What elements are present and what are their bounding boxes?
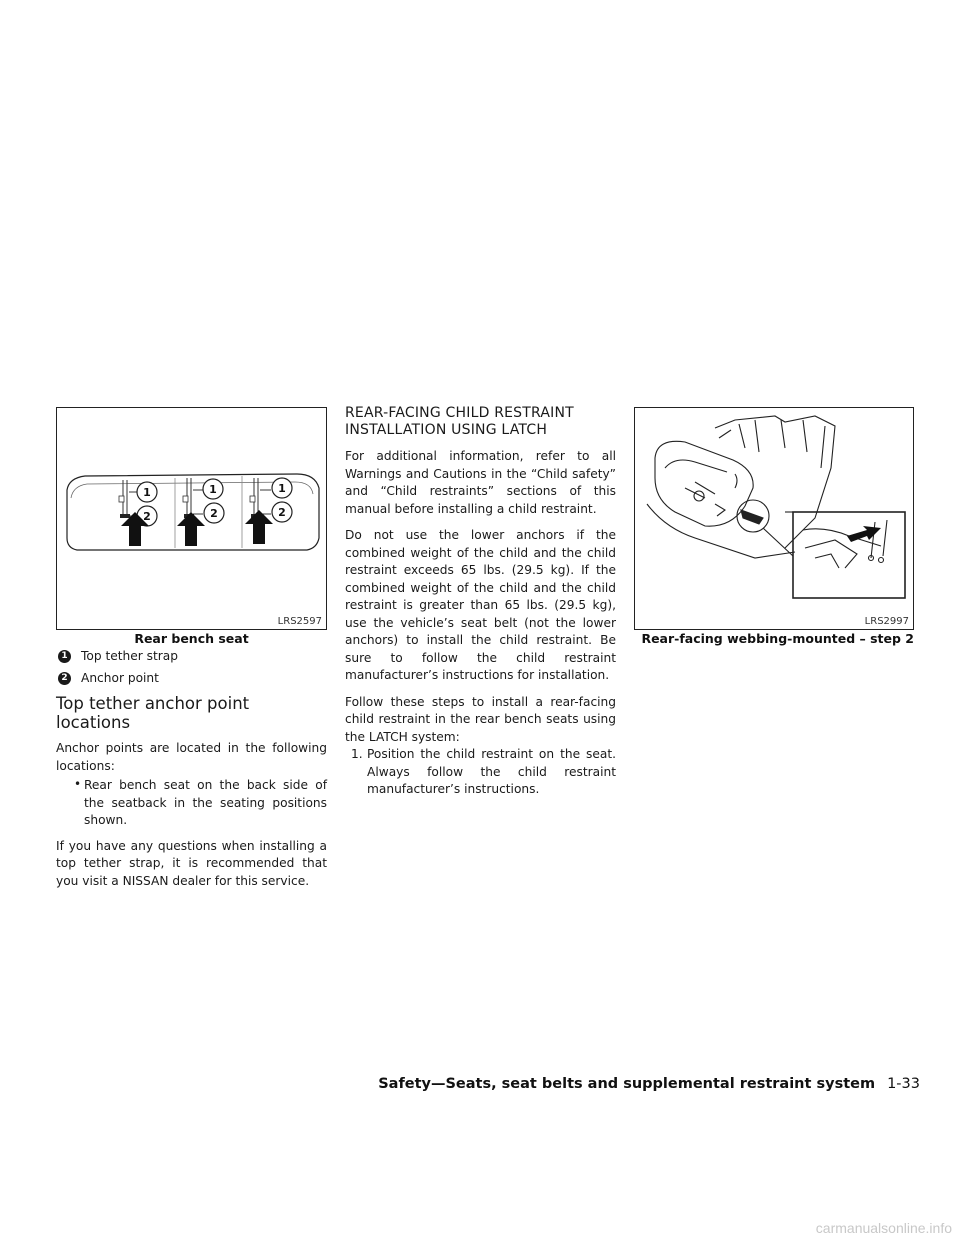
step-number: 1. bbox=[351, 747, 363, 761]
child-restraint-illustration bbox=[635, 408, 915, 631]
svg-text:2: 2 bbox=[278, 506, 286, 519]
legend-label: Top tether strap bbox=[81, 649, 178, 663]
page-footer bbox=[378, 1076, 920, 1092]
paragraph: For additional information, refer to all Warnings and Cautions in the “Child safety” and “Child restraints” sections of this manual before installing a child restraint. bbox=[345, 449, 616, 516]
step-item bbox=[345, 746, 616, 799]
watermark: carmanualsonline.info bbox=[815, 1220, 952, 1236]
bullet-item bbox=[56, 777, 327, 830]
paragraph: Anchor points are located in the following locations: bbox=[56, 741, 327, 773]
paragraph: Follow these steps to install a rear-facing child restraint in the rear bench seats using the LATCH system: bbox=[345, 694, 616, 744]
legend-label: Anchor point bbox=[81, 671, 159, 685]
section-rear-facing-latch bbox=[345, 405, 616, 799]
figure-caption: Rear bench seat bbox=[134, 631, 249, 646]
figure-caption: Rear-facing webbing-mounted – step 2 bbox=[641, 631, 914, 646]
legend-item-anchor-point bbox=[58, 671, 159, 685]
section-heading: Top tether anchor point locations bbox=[56, 694, 250, 732]
rear-bench-seat-illustration bbox=[57, 408, 328, 631]
step-text: Position the child restraint on the seat. Always follow the child restraint manufacturer’s instructions. bbox=[367, 747, 616, 796]
callout-2-icon: 2 bbox=[58, 672, 71, 685]
legend-item-top-tether-strap bbox=[58, 649, 178, 663]
footer-section-title: Safety—Seats, seat belts and supplemental restraint system bbox=[378, 1076, 876, 1092]
figure-code: LRS2597 bbox=[277, 616, 322, 627]
section-heading-line-2: INSTALLATION USING LATCH bbox=[345, 422, 548, 438]
svg-text:2: 2 bbox=[143, 510, 151, 523]
figure-rear-facing-webbing-mounted bbox=[634, 407, 914, 630]
page-number: 1-33 bbox=[887, 1076, 920, 1092]
svg-text:1: 1 bbox=[278, 482, 286, 495]
svg-text:1: 1 bbox=[143, 486, 151, 499]
figure-code: LRS2997 bbox=[864, 616, 909, 627]
bullet-icon: • bbox=[74, 777, 82, 791]
bullet-text: Rear bench seat on the back side of the seatback in the seating positions shown. bbox=[84, 778, 327, 827]
paragraph: If you have any questions when installing a top tether strap, it is recommended that you visit a NISSAN dealer for this service. bbox=[56, 838, 327, 888]
section-heading-line-1: REAR-FACING CHILD RESTRAINT bbox=[345, 405, 574, 421]
paragraph: Do not use the lower anchors if the combined weight of the child and the child restraint exceeds 65 lbs. (29.5 kg). If the combined weight of the child and the child restraint is greater than 65 lbs. (29.5 kg), use the vehicle’s seat belt (not the lower anchors) to install the child restraint. Be sure to follow the child restraint manufacturer’s instructions for installation. bbox=[345, 528, 616, 682]
figure-rear-bench-seat bbox=[56, 407, 327, 630]
callout-1-icon: 1 bbox=[58, 650, 71, 663]
svg-text:2: 2 bbox=[210, 507, 218, 520]
svg-text:1: 1 bbox=[209, 483, 217, 496]
section-top-tether-anchor-locations bbox=[56, 694, 327, 890]
